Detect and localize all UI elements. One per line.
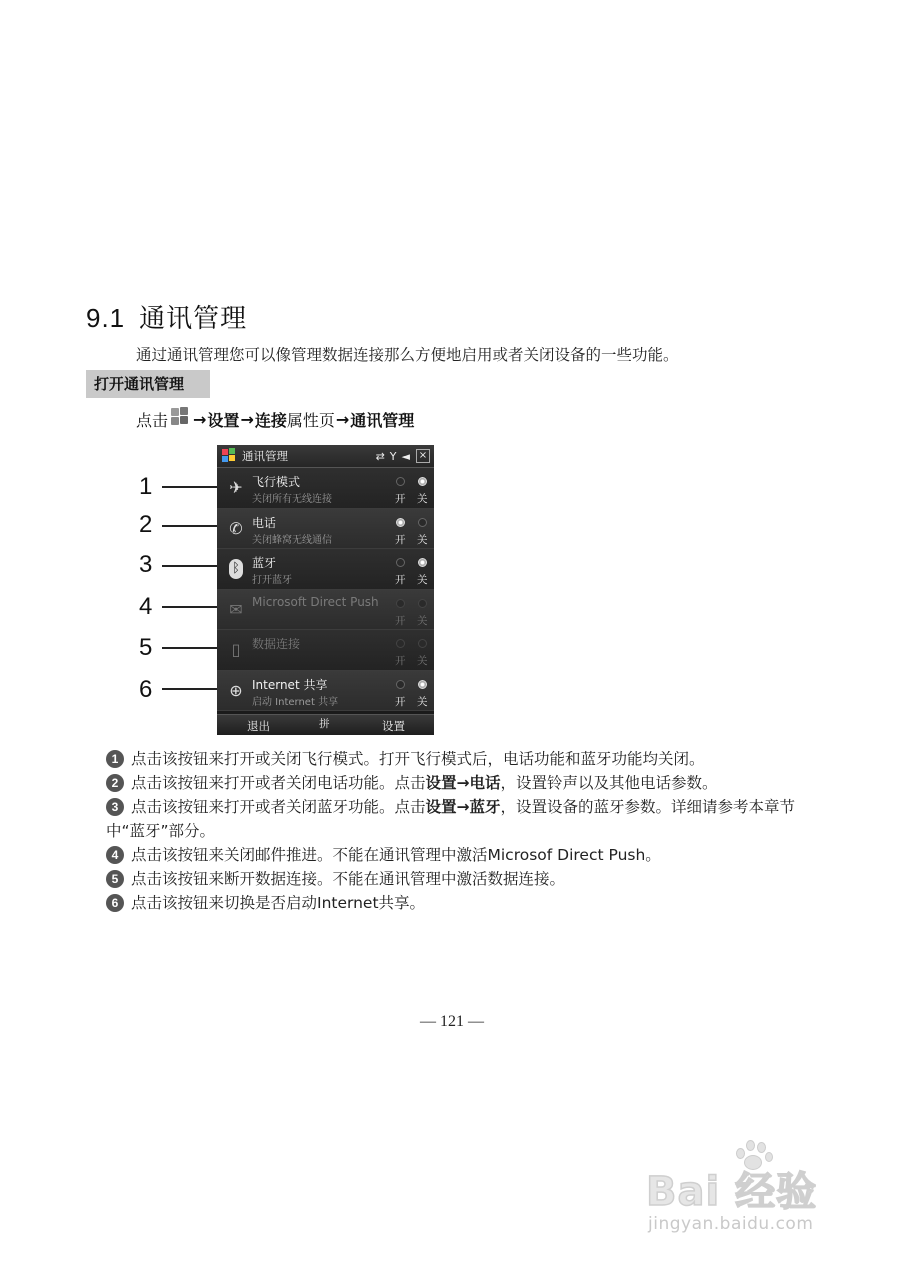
note-text: ，设置铃声以及其他电话参数。 (500, 774, 718, 792)
mail-push-icon: ✉ (229, 599, 243, 619)
radio-on[interactable] (396, 680, 405, 689)
close-icon[interactable]: × (416, 449, 430, 463)
radio-on[interactable] (396, 518, 405, 527)
note-text: 点击该按钮来打开或者关闭电话功能。点击 (131, 774, 426, 792)
phone-title-bar (217, 445, 434, 468)
row-name: Internet 共享 (252, 677, 328, 692)
note-2 (106, 771, 826, 795)
on-label: 开 (395, 655, 406, 667)
callout-1: 1 (139, 473, 153, 500)
on-label: 开 (395, 614, 406, 627)
watermark-url: jingyan.baidu.com (648, 1214, 814, 1234)
callout-3: 3 (139, 551, 153, 578)
note-text: 点击该按钮来切换是否启动Internet共享。 (131, 894, 426, 912)
callout-4: 4 (139, 593, 153, 620)
note-5 (106, 867, 826, 891)
path-prefix: 点击 (136, 411, 169, 430)
row-desc: 关闭蜂窝无线通信 (252, 534, 332, 546)
number-badge: 4 (106, 846, 124, 864)
radio-off[interactable] (418, 558, 427, 567)
row-name: 蓝牙 (252, 556, 277, 570)
arrow-icon: → (240, 410, 254, 429)
sync-icon: ⇄ (375, 449, 385, 463)
notes-list (106, 747, 826, 915)
start-menu-icon[interactable] (221, 448, 237, 464)
radio-off (418, 599, 427, 608)
leader-line (162, 688, 219, 690)
row-desc: 打开蓝牙 (252, 575, 292, 586)
off-label: 关 (417, 695, 428, 708)
watermark-logo: Bai 经验 (646, 1169, 818, 1215)
callout-6: 6 (139, 676, 153, 703)
number-badge: 3 (106, 798, 124, 816)
off-label: 关 (417, 614, 428, 627)
subheading-open-comm-manager: 打开通讯管理 (86, 370, 210, 398)
note-text: 点击该按钮来打开或者关闭蓝牙功能。点击 (131, 798, 426, 816)
path-suffix: 属性页 (286, 411, 335, 430)
section-heading (86, 298, 247, 335)
number-badge: 6 (106, 894, 124, 912)
note-text: ，设置设备的蓝牙参数。详细请参考本章节中“蓝牙”部分。 (106, 798, 796, 840)
windows-start-icon (170, 407, 190, 427)
off-label: 关 (417, 655, 428, 667)
off-label: 关 (417, 533, 428, 546)
arrow-icon: → (193, 410, 207, 429)
radio-on (396, 639, 405, 648)
number-badge: 5 (106, 870, 124, 888)
softkey-bar (217, 714, 434, 735)
leader-line (162, 647, 219, 649)
data-connection-icon: ▯ (231, 640, 241, 659)
baidu-watermark (646, 1140, 856, 1250)
callout-5: 5 (139, 634, 153, 661)
settings-softkey[interactable]: 设置 (382, 719, 405, 733)
row-desc: 关闭所有无线连接 (252, 494, 332, 505)
number-badge: 1 (106, 750, 124, 768)
radio-off (418, 639, 427, 648)
volume-icon: ◄ (401, 449, 410, 463)
row-phone[interactable] (217, 509, 434, 550)
path-step-connections: 连接 (254, 411, 287, 430)
leader-line (162, 606, 219, 608)
leader-line (162, 565, 219, 567)
row-name: 数据连接 (252, 637, 301, 651)
row-bluetooth[interactable] (217, 549, 434, 590)
phone-icon: ✆ (229, 518, 243, 538)
row-name: 飞行模式 (252, 475, 301, 489)
off-label: 关 (417, 574, 428, 586)
row-data-connection (217, 630, 434, 671)
arrow-icon: → (456, 798, 470, 816)
off-label: 关 (417, 493, 428, 505)
radio-off[interactable] (418, 680, 427, 689)
row-name: Microsoft Direct Push (252, 594, 379, 609)
internet-sharing-icon: ⊕ (229, 680, 243, 700)
intro-paragraph: 通过通讯管理您可以像管理数据连接那么方便地启用或者关闭设备的一些功能。 (136, 346, 679, 364)
radio-on (396, 599, 405, 608)
on-label: 开 (395, 493, 406, 505)
number-badge: 2 (106, 774, 124, 792)
bluetooth-icon: ᛒ (229, 559, 243, 579)
radio-on[interactable] (396, 558, 405, 567)
note-1 (106, 747, 826, 771)
callout-2: 2 (139, 511, 153, 538)
note-3 (106, 795, 826, 843)
arrow-icon: → (456, 774, 470, 792)
note-6 (106, 891, 826, 915)
path-step-settings: 设置 (207, 411, 240, 430)
radio-off[interactable] (418, 477, 427, 486)
phone-title: 通讯管理 (242, 449, 288, 463)
signal-icon: Y (389, 449, 397, 463)
leader-line (162, 486, 219, 488)
row-flight-mode[interactable] (217, 468, 434, 509)
radio-off[interactable] (418, 518, 427, 527)
page-number: — 121 — (420, 1013, 484, 1030)
leader-line (162, 525, 219, 527)
path-step-comm-manager: 通讯管理 (350, 411, 415, 430)
row-internet-sharing[interactable] (217, 671, 434, 712)
arrow-icon: → (335, 410, 350, 429)
note-bold: 蓝牙 (469, 798, 501, 816)
on-label: 开 (395, 533, 406, 546)
note-bold: 电话 (469, 774, 501, 792)
note-4 (106, 843, 826, 867)
exit-softkey[interactable]: 退出 (247, 719, 270, 733)
on-label: 开 (395, 695, 406, 708)
note-bold: 设置 (425, 798, 457, 816)
phone-screenshot (217, 445, 434, 735)
row-direct-push (217, 590, 434, 631)
radio-on[interactable] (396, 477, 405, 486)
row-desc: 启动 Internet 共享 (252, 696, 339, 708)
input-method-softkey[interactable]: 拼 (319, 718, 330, 730)
on-label: 开 (395, 574, 406, 586)
section-title: 通讯管理 (139, 304, 248, 334)
note-text: 点击该按钮来断开数据连接。不能在通讯管理中激活数据连接。 (131, 870, 566, 888)
airplane-icon: ✈ (229, 478, 243, 497)
note-text: 点击该按钮来关闭邮件推进。不能在通讯管理中激活Microsof Direct Push。 (131, 846, 661, 864)
navigation-path (136, 408, 414, 431)
section-number: 9.1 (86, 303, 126, 333)
row-name: 电话 (252, 515, 277, 530)
note-text: 点击该按钮来打开或关闭飞行模式。打开飞行模式后，电话功能和蓝牙功能均关闭。 (131, 750, 705, 768)
note-bold: 设置 (425, 774, 457, 792)
